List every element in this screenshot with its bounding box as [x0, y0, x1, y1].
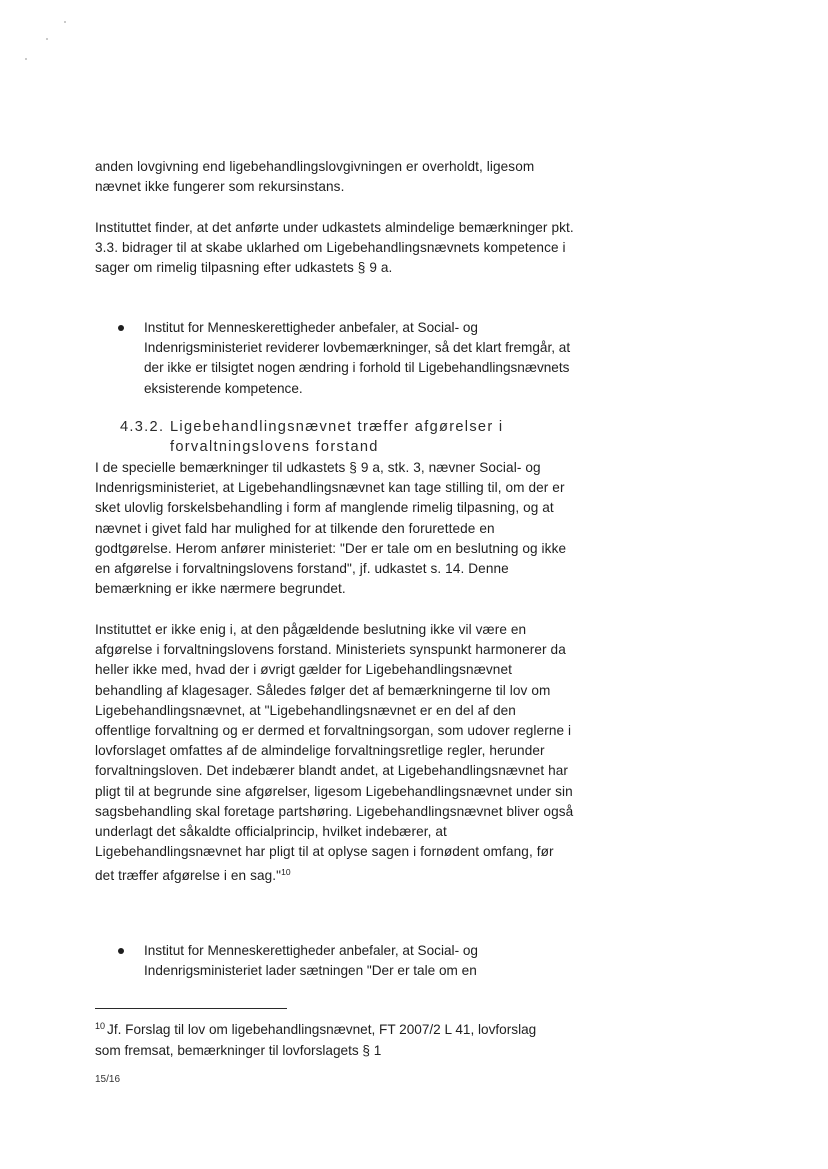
- footnote: [95, 1016, 565, 1061]
- paragraph-text: Instituttet er ikke enig i, at den pågældende beslutning ikke vil være en afgørelse i forvaltningslovens forstand. Ministeriets synspunkt harmonerer da heller ikke med, hvad der i øvrigt gælder for Ligebehandlingsnævnet behandling af klagesager. Således følger det af bemærkningerne til lov om Ligebehandlingsnævnet, at "Ligebehandlingsnævnet er en del af den offentlige forvaltning og er dermed et forvaltningsorgan, som udover reglerne i lovforslaget omfattes af de almindelige forvaltningsretlige regler, herunder forvaltningsloven. Det indebærer blandt andet, at Ligebehandlingsnævnet har pligt til at begrunde sine afgørelser, ligesom Ligebehandlingsnævnet under sin sagsbehandling skal foretage partshøring. Ligebehandlingsnævnet bliver også underlagt det såkaldte officialprincip, hvilket indebærer, at Ligebehandlingsnævnet har pligt til at oplyse sagen i fornødent omfang, før det træffer afgørelse i en sag.": [95, 622, 574, 884]
- bullet-icon: [118, 948, 124, 954]
- paragraph-text: I de specielle bemærkninger til udkastets § 9 a, stk. 3, nævner Social- og Indenrigsministeriet, at Ligebehandlingsnævnet kan tage stilling til, om der er sket ulovlig forskelsbehandling i form af manglende rimelig tilpasning, og at nævnet i givet fald har mulighed for at tilkende den forurettede en godtgørelse. Herom anfører ministeriet: "Der er tale om en beslutning og ikke en afgørelse i forvaltningslovens forstand", jf. udkastet s. 14. Denne bemærkning er ikke nærmere begrundet.: [95, 460, 567, 597]
- footnote-reference: 10: [281, 867, 291, 878]
- scan-speck: [25, 58, 27, 60]
- bullet-text: Institut for Menneskerettigheder anbefaler, at Social- og Indenrigsministeriet lader sætningen "Der er tale om en: [144, 943, 478, 979]
- paragraph-text: anden lovgivning end ligebehandlingslovgivningen er overholdt, ligesom nævnet ikke fungerer som rekursinstans.: [95, 159, 535, 195]
- section-title-line1: Ligebehandlingsnævnet træffer afgørelser i: [170, 419, 504, 435]
- footnote-text: Jf. Forslag til lov om ligebehandlingsnævnet, FT 2007/2 L 41, lovforslag som fremsat, bemærkninger til lovforslagets § 1: [95, 1022, 537, 1058]
- paragraph-continuation: [95, 157, 575, 197]
- section-heading: [120, 417, 580, 457]
- bullet-text: Institut for Menneskerettigheder anbefaler, at Social- og Indenrigsministeriet reviderer lovbemærkninger, så det klart fremgår, at der ikke er tilsigtet nogen ændring i forhold til Ligebehandlingsnævnets eksisterende kompetence.: [144, 320, 571, 396]
- section-number: 4.3.2.: [120, 419, 165, 435]
- paragraph-disagreement: [95, 620, 575, 887]
- section-title-line2: forvaltningslovens forstand: [170, 439, 379, 455]
- paragraph-special-remarks: [95, 458, 575, 599]
- footnote-divider: [95, 1008, 287, 1009]
- bullet-icon: [118, 325, 124, 331]
- recommendation-bullet-2: [118, 941, 578, 981]
- footnote-marker: 10: [95, 1021, 106, 1031]
- recommendation-bullet-1: [118, 318, 578, 399]
- paragraph-text: Instituttet finder, at det anførte under udkastets almindelige bemærkninger pkt. 3.3. bidrager til at skabe uklarhed om Ligebehandlingsnævnets kompetence i sager om rimelig tilpasning efter udkastets § 9 a.: [95, 220, 574, 276]
- paragraph-competence: [95, 218, 575, 279]
- scan-speck: [46, 38, 48, 40]
- scan-speck: [64, 21, 66, 23]
- page-number: 15/16: [95, 1074, 121, 1085]
